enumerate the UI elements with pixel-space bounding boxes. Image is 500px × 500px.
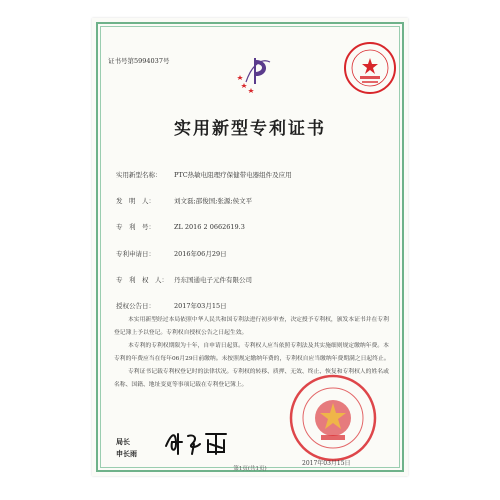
field-label: 专利申请日： bbox=[116, 250, 155, 258]
utility-model-name-field bbox=[116, 170, 292, 179]
application-date-field bbox=[116, 249, 227, 258]
patent-seal-icon bbox=[342, 40, 398, 96]
field-label: 发 明 人： bbox=[116, 197, 155, 205]
patent-office-logo-icon bbox=[232, 54, 276, 98]
certificate-number: 证书号第5994037号 bbox=[108, 57, 170, 65]
field-label: 授权公告日： bbox=[116, 302, 155, 310]
director-block bbox=[116, 436, 137, 460]
field-value: 2017年03月15日 bbox=[174, 302, 227, 310]
patent-number-field bbox=[116, 222, 245, 231]
national-emblem-seal-icon bbox=[288, 373, 378, 463]
inventor-field bbox=[116, 196, 252, 205]
page-number: 第1页(共1页) bbox=[233, 466, 267, 472]
patentee-field bbox=[116, 275, 252, 284]
field-value: PTC热敏电阻理疗保健带电器组件及应用 bbox=[174, 171, 292, 179]
body-paragraph: 专利证书记载专利权登记时的法律状况。专利权的转移、质押、无效、终止、恢复和专利权人的姓名或名称、国籍、地址变更等事项记载在专利登记簿上。 bbox=[114, 369, 389, 388]
certificate-page bbox=[92, 18, 408, 476]
director-name: 申长雨 bbox=[116, 450, 137, 458]
director-signature bbox=[162, 426, 232, 458]
certificate-title: 实用新型专利证书 bbox=[174, 119, 326, 139]
field-value: 刘文磊;邵俊国;张源;侯文平 bbox=[174, 197, 253, 205]
body-paragraph: 本实用新型经过本局依照中华人民共和国专利法进行初步审查，决定授予专利权，颁发本证书并在专利登记簿上予以登记。专利权自授权公告之日起生效。 bbox=[114, 317, 389, 336]
field-label: 实用新型名称： bbox=[116, 171, 162, 179]
field-label: 专 利 权 人： bbox=[116, 276, 168, 284]
director-title: 局长 bbox=[116, 438, 130, 446]
field-value: 丹东国通电子元件有限公司 bbox=[174, 276, 252, 284]
field-value: 2016年06月29日 bbox=[174, 250, 227, 258]
issued-date: 2017年03月15日 bbox=[302, 460, 351, 467]
field-label: 专 利 号： bbox=[116, 223, 155, 231]
body-paragraph: 本专利的专利权期限为十年，自申请日起算。专利权人应当依照专利法及其实施细则规定缴纳年费。本专利的年费应当在每年06月29日前缴纳。未按照规定缴纳年费的，专利权自应当缴纳年费期满之日起终止。 bbox=[114, 343, 390, 362]
field-value: ZL 2016 2 0662619.3 bbox=[174, 223, 245, 231]
grant-date-field bbox=[116, 301, 227, 310]
